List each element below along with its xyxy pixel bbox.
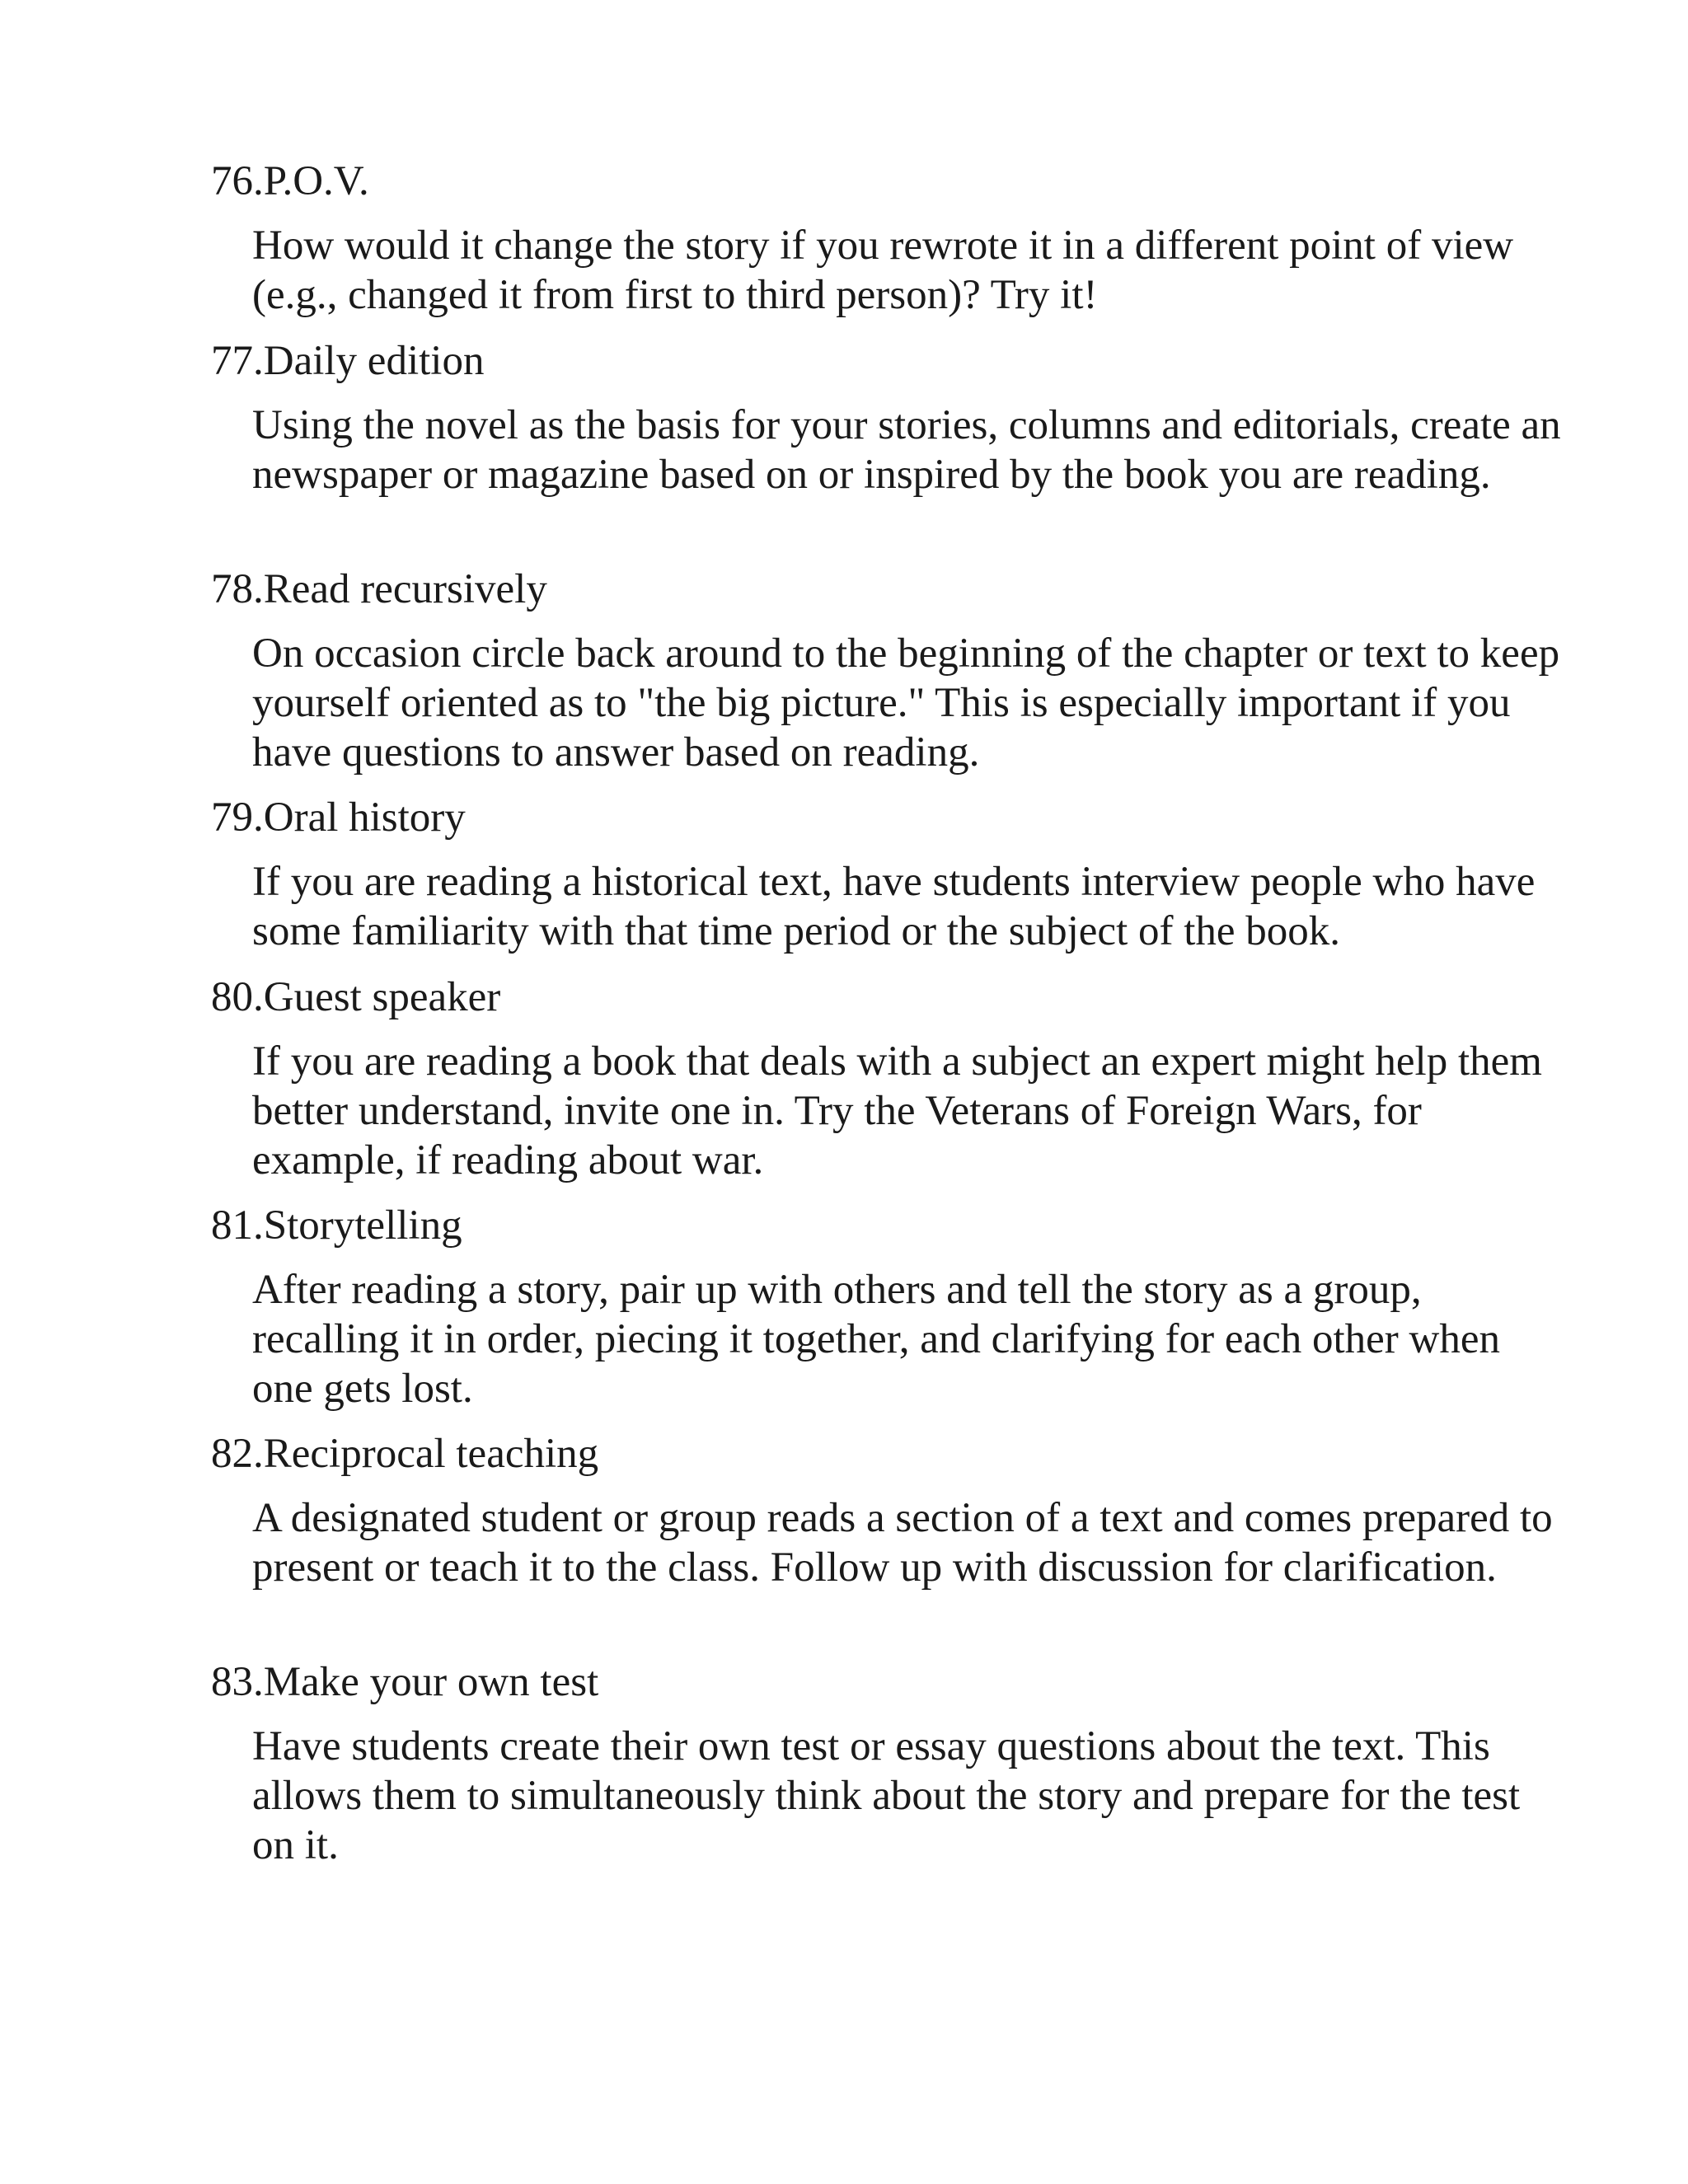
item-heading <box>211 793 1563 842</box>
item-heading <box>211 157 1563 206</box>
item-heading <box>211 336 1563 386</box>
item-number: 83. <box>211 1659 264 1705</box>
item-description: On occasion circle back around to the beginning of the chapter or text to keep yourself oriented as to "the big picture." This is especially important if you have questions to answer based on reading. <box>252 630 1560 776</box>
list-item <box>211 1657 1563 1870</box>
item-title: Daily edition <box>263 338 485 384</box>
list-item <box>211 793 1563 956</box>
item-heading <box>211 1201 1563 1250</box>
item-description: Have students create their own test or essay questions about the text. This allows them to simultaneously think about the story and prepare for the test on it. <box>252 1723 1521 1868</box>
item-heading <box>211 1657 1563 1707</box>
item-description: How would it change the story if you rewrote it in a different point of view (e.g., changed it from first to third person)? Try it! <box>252 223 1514 318</box>
item-title: Storytelling <box>263 1202 462 1249</box>
list-item <box>211 1201 1563 1413</box>
item-title: Guest speaker <box>263 974 501 1020</box>
item-heading <box>211 972 1563 1022</box>
item-number: 81. <box>211 1202 264 1249</box>
item-number: 77. <box>211 338 264 384</box>
item-heading <box>211 565 1563 614</box>
item-title: Make your own test <box>263 1659 599 1705</box>
item-description: A designated student or group reads a section of a text and comes prepared to present or teach it to the class. Follow up with discussion for clarification. <box>252 1495 1553 1591</box>
item-number: 76. <box>211 158 264 204</box>
item-number: 78. <box>211 566 264 612</box>
item-title: P.O.V. <box>263 158 369 204</box>
list-item <box>211 157 1563 320</box>
list-item <box>211 972 1563 1185</box>
item-title: Reciprocal teaching <box>263 1431 599 1477</box>
item-number: 80. <box>211 974 264 1020</box>
item-description: If you are reading a historical text, have students interview people who have some familiarity with that time period or the subject of the book. <box>252 859 1536 954</box>
list-item <box>211 336 1563 499</box>
item-number: 82. <box>211 1431 264 1477</box>
item-description: Using the novel as the basis for your stories, columns and editorials, create an newspaper or magazine based on or inspired by the book you are reading. <box>252 402 1561 498</box>
list-item <box>211 565 1563 777</box>
item-description: After reading a story, pair up with others and tell the story as a group, recalling it in order, piecing it together, and clarifying for each other when one gets lost. <box>252 1267 1500 1412</box>
item-title: Oral history <box>263 794 466 841</box>
list-item <box>211 1429 1563 1592</box>
item-description: If you are reading a book that deals with a subject an expert might help them better understand, invite one in. Try the Veterans of Foreign Wars, for example, if reading about war. <box>252 1038 1542 1183</box>
item-title: Read recursively <box>263 566 547 612</box>
item-heading <box>211 1429 1563 1479</box>
item-number: 79. <box>211 794 264 841</box>
